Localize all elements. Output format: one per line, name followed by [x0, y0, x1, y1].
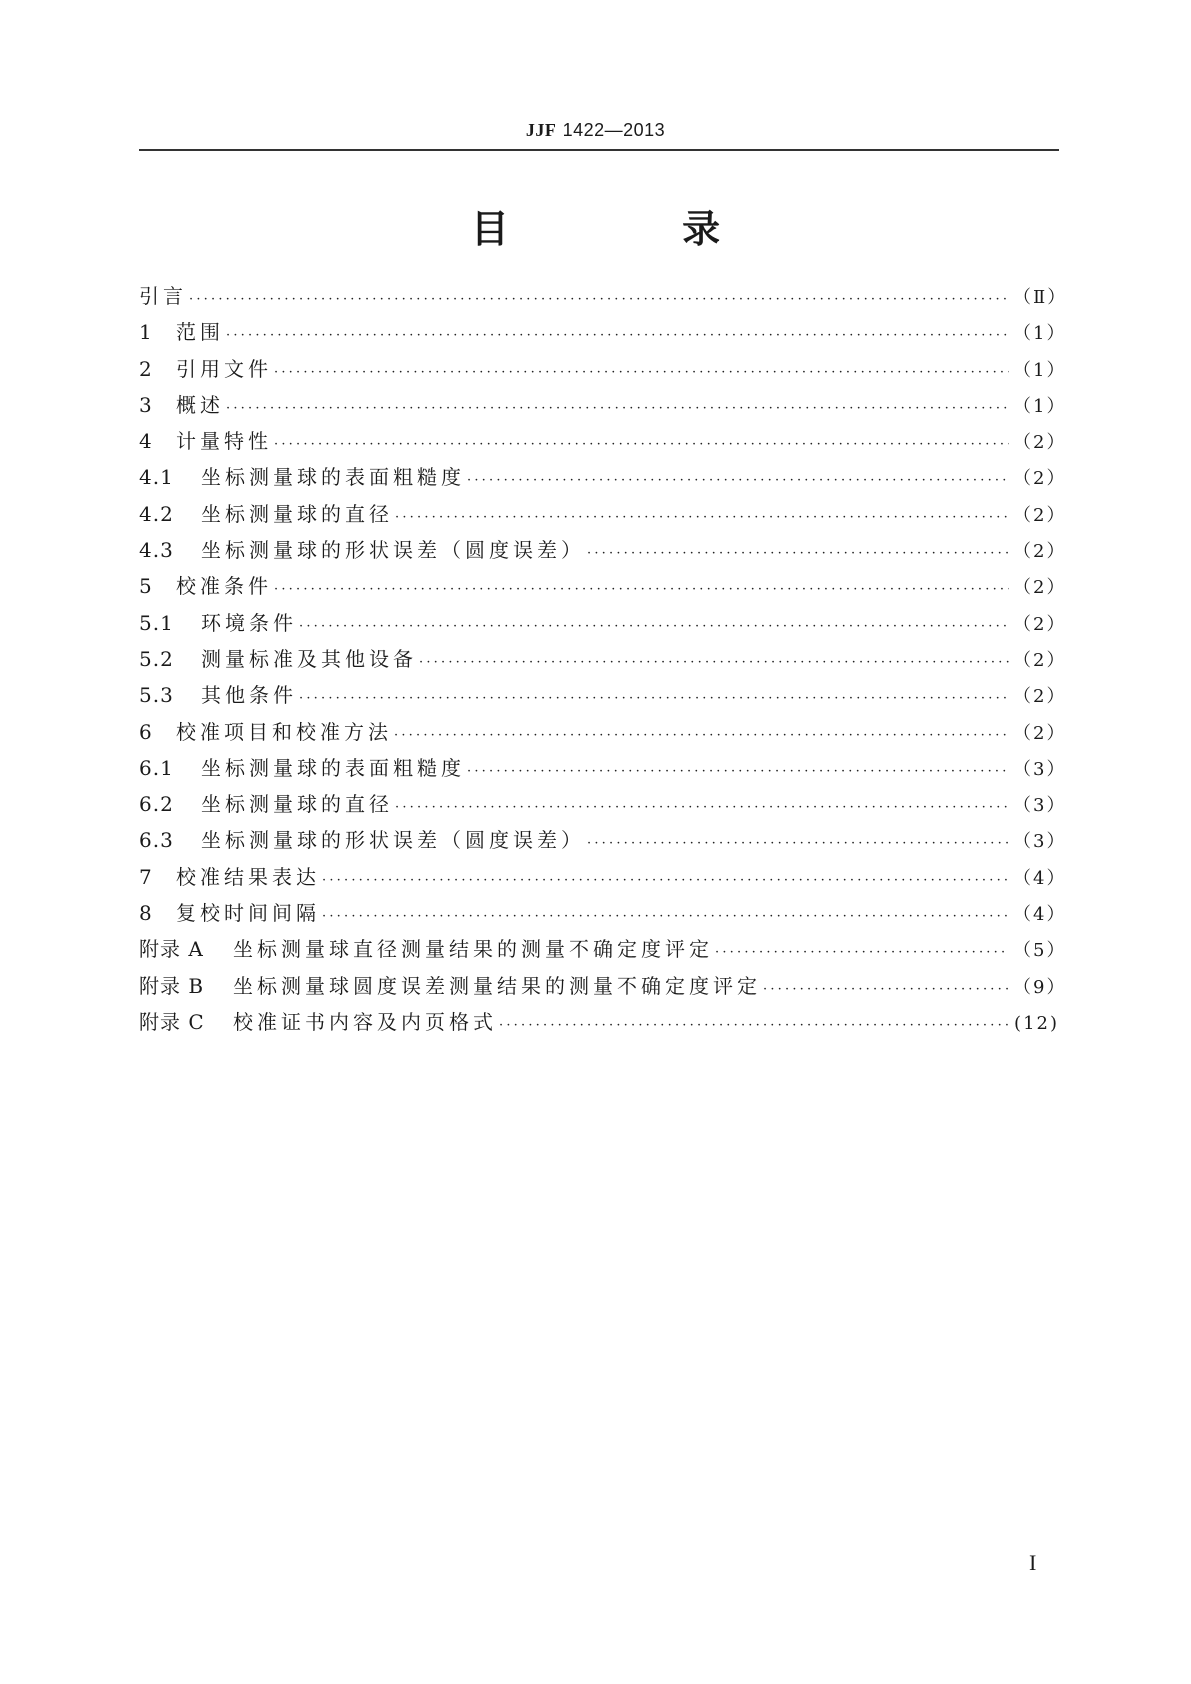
dot-leader — [189, 282, 1009, 318]
toc-entry[interactable] — [139, 677, 1067, 713]
toc-entry[interactable] — [139, 859, 1067, 895]
toc-entry-title: 校准结果表达 — [176, 864, 320, 889]
toc-entry-title: 概述 — [176, 392, 224, 417]
toc-entry-page: （2） — [1013, 722, 1067, 744]
toc-entry-number: 8 — [139, 901, 153, 926]
standard-number: 1422—2013 — [562, 120, 666, 140]
toc-entry-page: （3） — [1013, 831, 1067, 853]
toc-entry[interactable] — [139, 822, 1067, 858]
toc-entry-title: 校准条件 — [176, 574, 272, 599]
toc-entry[interactable] — [139, 714, 1067, 750]
toc-entry-title: 计量特性 — [176, 429, 272, 454]
dot-leader — [587, 826, 1009, 862]
toc-entry[interactable] — [139, 968, 1067, 1004]
toc-entry-number: 4.3 — [139, 538, 174, 563]
toc-entry[interactable] — [139, 459, 1067, 495]
toc-entry-number: 6.1 — [139, 755, 174, 780]
toc-entry-page: （1） — [1013, 395, 1067, 417]
standard-prefix: JJF — [525, 120, 557, 140]
toc-entry-page: （Ⅱ） — [1013, 287, 1068, 308]
page-title: 目 录 — [470, 207, 801, 251]
toc-entry[interactable] — [139, 278, 1068, 314]
dot-leader — [763, 972, 1009, 1008]
toc-entry-number: 2 — [139, 356, 153, 381]
toc-entry-number: 附录 A — [139, 937, 204, 962]
dot-leader — [419, 645, 1009, 681]
dot-leader — [587, 536, 1009, 572]
toc-entry-page: （2） — [1013, 432, 1067, 454]
toc-entry-page: （3） — [1013, 758, 1067, 780]
toc-entry-number: 7 — [139, 864, 153, 889]
dot-leader — [499, 1008, 1009, 1044]
toc-entry-title: 范围 — [176, 320, 224, 345]
toc-entry-page: （1） — [1013, 323, 1067, 345]
toc-entry-number: 附录 C — [139, 1009, 205, 1034]
dot-leader — [715, 935, 1009, 971]
toc-entry-title: 坐标测量球圆度误差测量结果的测量不确定度评定 — [233, 973, 761, 998]
dot-leader — [226, 318, 1009, 354]
dot-leader — [274, 427, 1009, 463]
toc-entry-number: 4.1 — [139, 465, 174, 490]
toc-entry[interactable] — [139, 496, 1067, 532]
toc-entry-title: 坐标测量球的直径 — [201, 792, 393, 817]
toc-entry-number: 3 — [139, 392, 153, 417]
toc-entry-number: 附录 B — [139, 973, 205, 998]
dot-leader — [299, 681, 1009, 717]
toc-entry-title: 复校时间间隔 — [176, 901, 320, 926]
page-number: I — [1029, 1550, 1037, 1575]
toc-entry-page: （9） — [1013, 976, 1067, 998]
toc-entry-title: 校准项目和校准方法 — [176, 719, 392, 744]
dot-leader — [467, 463, 1009, 499]
toc-entry-title: 校准证书内容及内页格式 — [233, 1009, 497, 1034]
toc-entry-title: 其他条件 — [201, 683, 297, 708]
toc-entry-title: 测量标准及其他设备 — [201, 646, 417, 671]
toc-entry[interactable] — [139, 387, 1067, 423]
toc-entry[interactable] — [139, 750, 1067, 786]
table-of-contents — [139, 278, 1068, 1040]
dot-leader — [395, 500, 1009, 536]
toc-entry-title: 坐标测量球的形状误差（圆度误差） — [201, 828, 585, 853]
toc-entry[interactable] — [139, 786, 1067, 822]
toc-entry[interactable] — [139, 1004, 1059, 1040]
toc-entry-page: （4） — [1013, 904, 1067, 926]
toc-entry-title: 坐标测量球的直径 — [201, 501, 393, 526]
toc-entry[interactable] — [139, 568, 1067, 604]
toc-entry-title: 坐标测量球的表面粗糙度 — [201, 465, 465, 490]
dot-leader — [467, 754, 1009, 790]
toc-entry-page: （2） — [1013, 468, 1067, 490]
toc-entry-page: （2） — [1013, 613, 1067, 635]
toc-entry-number: 5.1 — [139, 610, 174, 635]
toc-entry[interactable] — [139, 532, 1067, 568]
toc-entry-title: 坐标测量球的表面粗糙度 — [201, 755, 465, 780]
dot-leader — [274, 355, 1009, 391]
toc-entry[interactable] — [139, 351, 1067, 387]
toc-entry-number: 6.2 — [139, 792, 174, 817]
toc-entry-title: 坐标测量球直径测量结果的测量不确定度评定 — [233, 937, 713, 962]
toc-entry-page: （2） — [1013, 504, 1067, 526]
toc-entry-number: 5.3 — [139, 683, 174, 708]
toc-entry-number: 5 — [139, 574, 153, 599]
dot-leader — [394, 718, 1009, 754]
toc-entry-page: （4） — [1013, 867, 1067, 889]
toc-entry-title: 坐标测量球的形状误差（圆度误差） — [201, 538, 585, 563]
toc-entry-number: 1 — [139, 320, 153, 345]
toc-entry[interactable] — [139, 895, 1067, 931]
dot-leader — [322, 863, 1009, 899]
dot-leader — [395, 790, 1009, 826]
standard-code-header — [0, 120, 1191, 141]
toc-entry-page: （5） — [1013, 940, 1067, 962]
toc-entry[interactable] — [139, 931, 1067, 967]
toc-entry-title: 引言 — [139, 284, 187, 308]
toc-entry-page: （2） — [1013, 649, 1067, 671]
toc-entry[interactable] — [139, 423, 1067, 459]
toc-entry[interactable] — [139, 641, 1067, 677]
toc-entry-number: 5.2 — [139, 646, 174, 671]
toc-entry-page: (12) — [1014, 1012, 1059, 1034]
toc-entry-number: 6.3 — [139, 828, 174, 853]
dot-leader — [322, 899, 1009, 935]
dot-leader — [299, 609, 1009, 645]
dot-leader — [226, 391, 1009, 427]
toc-entry-number: 4.2 — [139, 501, 174, 526]
toc-entry-page: （1） — [1013, 359, 1067, 381]
toc-entry-page: （2） — [1013, 686, 1067, 708]
toc-entry-number: 4 — [139, 429, 153, 454]
toc-entry-title: 引用文件 — [176, 356, 272, 381]
toc-entry-page: （2） — [1013, 577, 1067, 599]
toc-entry-title: 环境条件 — [201, 610, 297, 635]
header-divider — [139, 149, 1059, 151]
toc-entry[interactable] — [139, 605, 1067, 641]
toc-entry-page: （3） — [1013, 795, 1067, 817]
toc-entry-page: （2） — [1013, 541, 1067, 563]
toc-entry-number: 6 — [139, 719, 153, 744]
dot-leader — [274, 572, 1009, 608]
toc-entry[interactable] — [139, 314, 1067, 350]
